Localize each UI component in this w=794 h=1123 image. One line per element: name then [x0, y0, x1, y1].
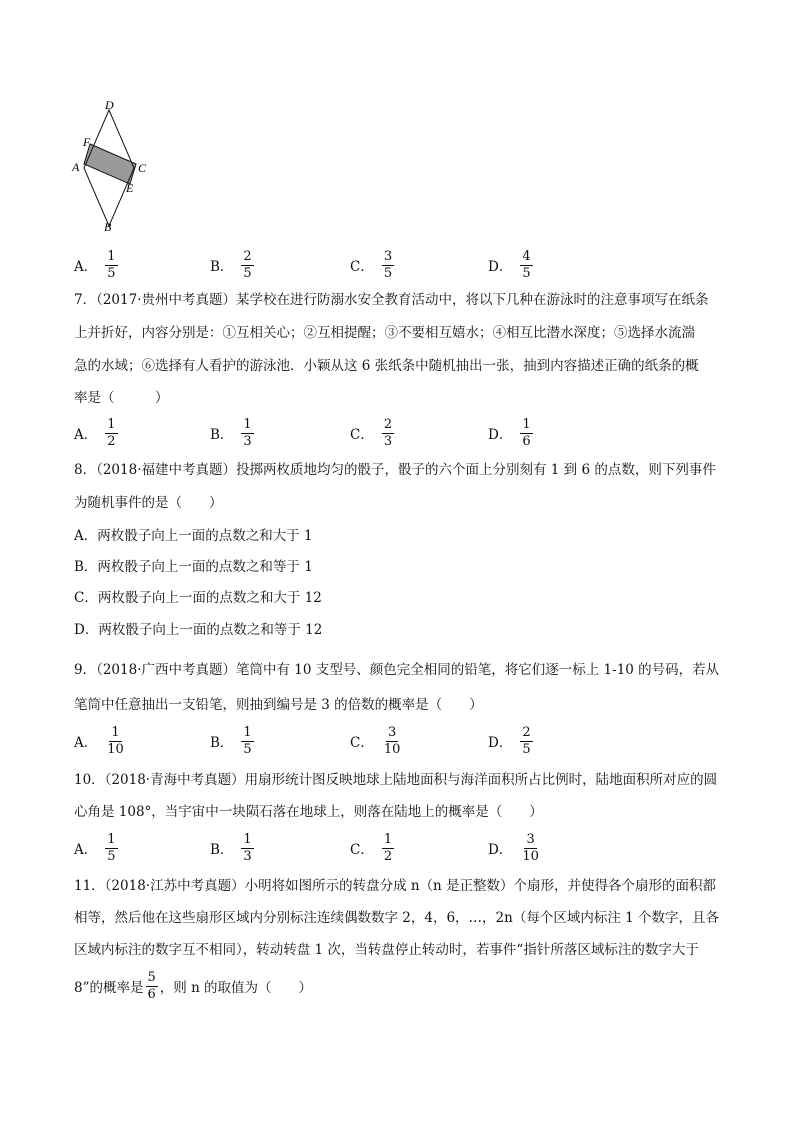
rhombus-figure: [66, 100, 156, 235]
q11-text-line-4: [74, 966, 312, 1006]
q9-option-c[interactable]: C． $\frac{3}{10}$: [350, 724, 401, 757]
q8-text-line-1: 8．（2018·福建中考真题）投掷两枚质地均匀的骰子，骰子的六个面上分别刻有 1 到 6 的点数，则下列事件: [74, 462, 716, 478]
q6-options: [74, 246, 734, 284]
q6-option-d[interactable]: D． $\frac{4}{5}$: [488, 248, 531, 281]
q10-option-d[interactable]: D． $\frac{3}{10}$: [488, 831, 539, 864]
q9-option-a[interactable]: A． $\frac{1}{10}$: [74, 724, 124, 757]
vertex-label-f: F: [83, 135, 91, 149]
vertex-label-c: C: [138, 161, 147, 175]
q11-fraction: $\frac{5}{6}$: [147, 969, 156, 1002]
q8-choice-b[interactable]: B．两枚骰子向上一面的点数之和等于 1: [74, 559, 313, 575]
q7-options: [74, 414, 734, 452]
q8-text-line-2: 为随机事件的是（ ）: [74, 495, 223, 511]
q6-option-a[interactable]: A． $\frac{1}{5}$: [74, 248, 116, 281]
q10-option-a[interactable]: A． $\frac{1}{5}$: [74, 831, 116, 864]
q10-options: [74, 829, 734, 867]
vertex-label-e: E: [126, 181, 134, 195]
q7-option-a[interactable]: A． $\frac{1}{2}$: [74, 416, 116, 449]
q7-option-d[interactable]: D． $\frac{1}{6}$: [488, 416, 531, 449]
q7-text-line-4: 率是（ ）: [74, 390, 169, 406]
q8-choice-c[interactable]: C．两枚骰子向上一面的点数之和大于 12: [74, 590, 322, 606]
q8-choice-d[interactable]: D．两枚骰子向上一面的点数之和等于 12: [74, 622, 323, 638]
vertex-label-a: A: [72, 160, 80, 174]
q10-text-line-1: 10．（2018·青海中考真题）用扇形统计图反映地球上陆地面积与海洋面积所占比例时，陆地面积所对应的圆: [74, 772, 718, 788]
q9-text-line-2: 笔筒中任意抽出一支铅笔，则抽到编号是 3 的倍数的概率是（ ）: [74, 697, 483, 713]
q11-text-line-2: 相等，然后他在这些扇形区域内分别标注连续偶数数字 2，4，6，…，2n（每个区域内标注 1 个数字，且各: [74, 910, 720, 926]
q11-text-line-3: 区域内标注的数字互不相同），转动转盘 1 次，当转盘停止转动时，若事件“指针所落区域标注的数字大于: [74, 942, 699, 958]
q9-options: [74, 722, 734, 760]
q10-option-b[interactable]: B． $\frac{1}{3}$: [210, 831, 252, 864]
q9-option-d[interactable]: D． $\frac{2}{5}$: [488, 724, 531, 757]
q9-option-b[interactable]: B． $\frac{1}{5}$: [210, 724, 252, 757]
q7-text-line-1: 7．（2017·贵州中考真题）某学校在进行防溺水安全教育活动中，将以下几种在游泳时的注意事项写在纸条: [74, 292, 709, 308]
q10-text-line-2: 心角是 108°，当宇宙中一块陨石落在地球上，则落在陆地上的概率是（ ）: [74, 804, 543, 820]
q8-choice-a[interactable]: A．两枚骰子向上一面的点数之和大于 1: [74, 528, 313, 544]
q11-last-suffix: ，则 n 的取值为（ ）: [159, 980, 313, 996]
q7-text-line-2: 上并折好，内容分别是：①互相关心；②互相提醒；③不要相互嬉水；④相互比潜水深度；⑤选择水流湍: [74, 325, 695, 341]
q6-option-c[interactable]: C． $\frac{3}{5}$: [350, 248, 393, 281]
q10-option-c[interactable]: C． $\frac{1}{2}$: [350, 831, 393, 864]
q11-last-prefix: 8”的概率是: [74, 980, 144, 996]
q7-text-line-3: 急的水域；⑥选择有人看护的游泳池．小颖从这 6 张纸条中随机抽出一张，抽到内容描述正确的纸条的概: [74, 358, 699, 374]
q9-text-line-1: 9．（2018·广西中考真题）笔筒中有 10 支型号、颜色完全相同的铅笔，将它们逐一标上 1-10 的号码，若从: [74, 662, 720, 678]
vertex-label-b: B: [104, 220, 112, 234]
q7-option-c[interactable]: C． $\frac{2}{3}$: [350, 416, 393, 449]
q7-option-b[interactable]: B． $\frac{1}{3}$: [210, 416, 252, 449]
q6-option-b[interactable]: B． $\frac{2}{5}$: [210, 248, 252, 281]
vertex-label-d: D: [105, 100, 114, 112]
q11-text-line-1: 11．（2018·江苏中考真题）小明将如图所示的转盘分成 n（n 是正整数）个扇形，并使得各个扇形的面积都: [74, 878, 717, 894]
